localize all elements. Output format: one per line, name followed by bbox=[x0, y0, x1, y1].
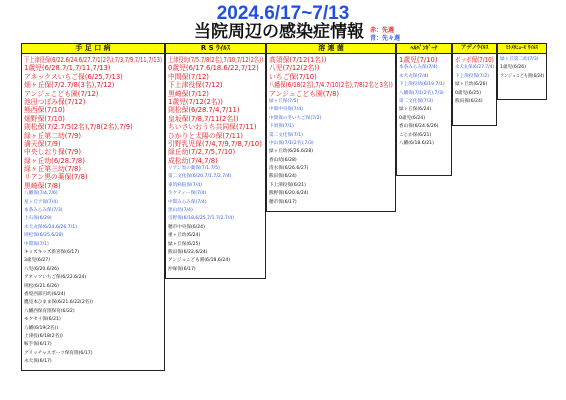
case-entry-two-weeks-ago: 下上津役幼(6/19.7/1) bbox=[399, 82, 445, 88]
case-entry-last-week: 1歳児(7/10) bbox=[399, 56, 438, 64]
case-entry-two-weeks-ago: 本条みらみ保(7/4) bbox=[399, 65, 438, 71]
case-entry-older: 緑ヶ丘幼(6/26) bbox=[455, 82, 488, 88]
case-entry-two-weeks-ago: 緑ヶ丘保(7/5) bbox=[269, 98, 299, 104]
case-entry-last-week: アンジュこども園(7/8) bbox=[269, 89, 340, 98]
case-entry-older: 香山保(6/24.6/26) bbox=[399, 124, 439, 130]
case-entry-older: 八児(6/20.6/26) bbox=[24, 266, 59, 272]
case-entry-older: 3歳児(6/27) bbox=[24, 258, 51, 264]
column-entries bbox=[21, 54, 165, 371]
case-entry-two-weeks-ago: 永犬丸保(7/4) bbox=[399, 73, 429, 79]
case-entry-two-weeks-ago: 下須保(7/1) bbox=[269, 124, 294, 130]
case-entry-last-week: 畑ヶ丘保(7/2.7/8(3名),7/12) bbox=[24, 81, 115, 90]
case-entry-last-week: 八児(7/12(2名)) bbox=[269, 64, 320, 73]
color-legend bbox=[370, 27, 400, 43]
case-entry-two-weeks-ago: 星ヶ丘ア保(7/4) bbox=[24, 199, 58, 205]
case-entry-older: アンジュこども園(6/24) bbox=[500, 73, 545, 79]
case-entry-two-weeks-ago: 永犬丸保(6/24,6/26,7/1) bbox=[24, 224, 77, 230]
case-entry-last-week: いちご保(7/10) bbox=[269, 72, 317, 81]
case-entry-last-week: アネックスいちご保(6/25,7/13) bbox=[24, 72, 123, 81]
case-entry-last-week: ひかりと太陽の保(7/11) bbox=[168, 131, 243, 140]
column-rs-virus bbox=[165, 43, 266, 279]
case-entry-older: 熊田保(6/24) bbox=[455, 98, 483, 104]
case-entry-two-weeks-ago: 八幡保(7/1(2名),7/3) bbox=[399, 90, 444, 96]
column-entries bbox=[165, 54, 266, 279]
case-entry-older: 則松(6/21.6/26) bbox=[24, 283, 59, 289]
case-entry-last-week: 池田つぼみ保(7/12) bbox=[24, 97, 86, 106]
case-entry-older: 重ヶ丘幼(6/24) bbox=[168, 233, 201, 239]
case-entry-older: グリッチャスポーツ保育園(6/17) bbox=[24, 350, 93, 356]
case-entry-last-week: 熊西保(7/10) bbox=[24, 106, 65, 115]
case-entry-two-weeks-ago: 第二文化保(7/3) bbox=[399, 98, 433, 104]
case-entry-last-week: 皇坂保(7/8,7/11(2名)) bbox=[168, 114, 239, 123]
case-entry-older: 熊田保(6/22,6/24) bbox=[168, 249, 208, 255]
case-entry-older: 熊田保(6/24) bbox=[269, 174, 297, 180]
date-range-title: 2024.6/17~7/13 bbox=[216, 3, 350, 24]
case-entry-two-weeks-ago: 中間保(7/1) bbox=[24, 241, 49, 247]
case-entry-last-week: 八幡保(6/18(2名),7/4.7/10(2名),7/8(2名と3名)) bbox=[269, 81, 393, 90]
case-entry-last-week: 下上津役保(7/12) bbox=[168, 81, 223, 90]
case-entry-last-week: リアン黒の薬保(7/8) bbox=[24, 173, 88, 182]
case-entry-last-week: 畑野保(7/10) bbox=[24, 114, 65, 123]
case-entry-older: 香堤西部円幼(6/24) bbox=[24, 291, 66, 297]
case-entry-last-week: アンジュこども園(7/12) bbox=[24, 89, 99, 98]
column-adenovirus bbox=[452, 43, 497, 126]
case-entry-older: 緑ヶ丘幼(6/26.6/28) bbox=[269, 149, 314, 155]
column-header: アデノｳｲﾙｽ bbox=[452, 43, 497, 54]
case-entry-two-weeks-ago: 第二文化保(7/1) bbox=[269, 132, 303, 138]
column-entries bbox=[266, 54, 396, 212]
case-entry-last-week: 緑ヶ丘幼(6/28.7/8) bbox=[24, 156, 85, 165]
case-entry-last-week: 則松保(7/2.7/5(2名),7/8(2名),7/9) bbox=[24, 123, 133, 132]
case-entry-older: 0歳児(6/25) bbox=[455, 90, 482, 96]
page-title: 当院周辺の感染症情報 bbox=[194, 22, 364, 42]
column-header: 手 足 口 病 bbox=[21, 43, 165, 54]
column-entries bbox=[452, 54, 497, 126]
case-entry-two-weeks-ago: 中間中央保(7/4) bbox=[269, 107, 303, 113]
case-entry-older: アネッツいちご保(6/22.6/24) bbox=[24, 275, 87, 281]
case-entry-older: 熊野保(6/20.6/24) bbox=[269, 191, 309, 197]
case-entry-two-weeks-ago: 引野保(6/18,6/25,7/1.7/2,7/4) bbox=[168, 216, 235, 222]
case-entry-last-week: 黒崎保(7/8) bbox=[24, 181, 61, 190]
case-entry-last-week: 緑ヶ丘第二幼(7/9) bbox=[24, 131, 82, 140]
legend-two-weeks-ago: 青：先々週 bbox=[370, 35, 401, 42]
case-entry-two-weeks-ago: 永犬丸保(6/27.7/4) bbox=[455, 65, 495, 71]
case-entry-older: キッズキッズ新宮保(6/17) bbox=[24, 249, 80, 255]
case-entry-last-week: 中間保(7/12) bbox=[168, 72, 209, 81]
case-entry-older: 八幡(6/18.6/21) bbox=[399, 140, 434, 146]
case-entry-two-weeks-ago: ラクティー保(7/4) bbox=[168, 191, 207, 197]
case-entry-older: 緑ヶ丘保(6/24) bbox=[399, 107, 432, 113]
column-entries bbox=[497, 54, 547, 100]
case-entry-last-week: 0歳児(6/17.6/18.6/22,7/12) bbox=[168, 64, 259, 73]
case-entry-older: 穂市保(6/17) bbox=[269, 199, 297, 205]
case-entry-older: アンジュこども園(6/18,6/24) bbox=[168, 258, 231, 264]
case-entry-two-weeks-ago: 中間みらみ保(7/4) bbox=[168, 199, 207, 205]
column-strep bbox=[266, 43, 396, 212]
case-entry-last-week: ポッポ保(7/10) bbox=[455, 56, 494, 64]
case-entry-last-week: 上津役幼(7/5.7/8(2名),7/10,7/12(2名)) bbox=[168, 56, 264, 64]
case-entry-older: こじか保(6/21) bbox=[399, 132, 432, 138]
case-entry-last-week: 1歳児(7/12(2名)) bbox=[168, 97, 223, 106]
case-entry-two-weeks-ago: 第二文化保(6/20,7/1.7/2.7/4) bbox=[168, 174, 232, 180]
case-entry-older: モクセイ保(6/21) bbox=[24, 317, 61, 323]
case-entry-older: 0歳児(6/24) bbox=[399, 115, 426, 121]
column-header: ﾋﾄﾒﾀﾆｭｰﾓ ｳｲﾙｽ bbox=[497, 43, 547, 54]
column-header: ﾍﾙﾊﾟﾝｷﾞｰﾅ bbox=[396, 43, 452, 54]
case-entry-two-weeks-ago: 中間保の冬いちご保(7/2) bbox=[269, 115, 322, 121]
case-entry-older: 1歳児(6/26) bbox=[500, 65, 527, 71]
case-entry-older: 沖塚保(6/17) bbox=[168, 266, 196, 272]
case-entry-last-week: 1歳児(6/28.7/1,7/11,7/13) bbox=[24, 64, 111, 73]
case-entry-two-weeks-ago: 下上津役保(7/2) bbox=[455, 73, 489, 79]
case-entry-older: 鞍手保(6/17) bbox=[24, 342, 52, 348]
case-entry-last-week: 成松幼(7/4,7/8) bbox=[168, 156, 218, 165]
case-entry-two-weeks-ago: 東筑病院保(7/4) bbox=[168, 182, 202, 188]
case-entry-older: 清水保(6/26.6/27) bbox=[269, 166, 309, 172]
case-entry-last-week: 黒崎保(7/12) bbox=[168, 89, 209, 98]
case-entry-older: 八幡(6/19(2名)) bbox=[24, 325, 59, 331]
case-entry-last-week: 満天保(7/9) bbox=[24, 139, 61, 148]
column-herpangina bbox=[396, 43, 452, 176]
case-entry-older: 永犬保(6/17) bbox=[24, 359, 52, 365]
case-entry-older: 上津役(6/18(2名)) bbox=[24, 333, 63, 339]
case-entry-two-weeks-ago: 緑ヶ丘第二幼(7/3) bbox=[500, 57, 539, 62]
case-entry-older: 緑ヶ丘保(6/25) bbox=[168, 241, 201, 247]
case-entry-last-week: 則松保(6/28.7/4,7/11) bbox=[168, 106, 240, 115]
case-entry-last-week: 中央しおり保(7/9) bbox=[24, 148, 82, 157]
column-metapneumovirus bbox=[497, 43, 547, 100]
case-entry-two-weeks-ago: 則松保(6/25,6/28) bbox=[24, 233, 64, 239]
column-entries bbox=[396, 54, 452, 176]
case-entry-last-week: ちいさいおうち共同保(7/11) bbox=[168, 123, 257, 132]
column-header: 溶 連 菌 bbox=[266, 43, 396, 54]
case-entry-last-week: 緑丘幼(7/2,7/5,7/10) bbox=[168, 148, 236, 157]
case-entry-last-week: 緑ヶ丘第三幼(7/8) bbox=[24, 165, 82, 174]
case-entry-last-week: 高須保(7/12(1名)) bbox=[269, 56, 327, 64]
case-entry-two-weeks-ago: 中山保(7/1(2名),7/3) bbox=[269, 140, 314, 146]
case-entry-older: 下上津役保(6/21) bbox=[269, 182, 306, 188]
case-entry-two-weeks-ago: 黒山幼(7/4) bbox=[168, 208, 193, 214]
legend-last-week: 赤：先週 bbox=[370, 27, 395, 34]
case-entry-two-weeks-ago: 本条みらみ保(7/3) bbox=[24, 208, 63, 214]
case-entry-older: 八幡西保育園保育(6/22) bbox=[24, 308, 75, 314]
case-entry-older: 香山幼(6/28) bbox=[269, 157, 297, 163]
column-hand-foot-mouth bbox=[21, 43, 165, 371]
case-entry-two-weeks-ago: リアン黒の薬保(7/1.7/5) bbox=[168, 166, 220, 172]
case-entry-last-week: 下上津役保(6/22.6/24.6/27.7/1(2名),7/3,7/9,7/11,7/13) bbox=[24, 56, 162, 64]
column-header: R S ｳｲﾙｽ bbox=[165, 43, 266, 54]
case-entry-two-weeks-ago: 上石保(6/29) bbox=[24, 216, 52, 222]
case-entry-older: 鷹見本ひまま保(6/21.6/22(2名)) bbox=[24, 300, 93, 306]
case-entry-older: 穂市中央保(6/24) bbox=[168, 224, 205, 230]
case-entry-two-weeks-ago: 八幡保(7/4,7/6) bbox=[24, 191, 58, 197]
case-entry-last-week: 引野乳児保(7/4,7/9,7/8,7/10) bbox=[168, 139, 262, 148]
infection-table bbox=[21, 43, 547, 383]
